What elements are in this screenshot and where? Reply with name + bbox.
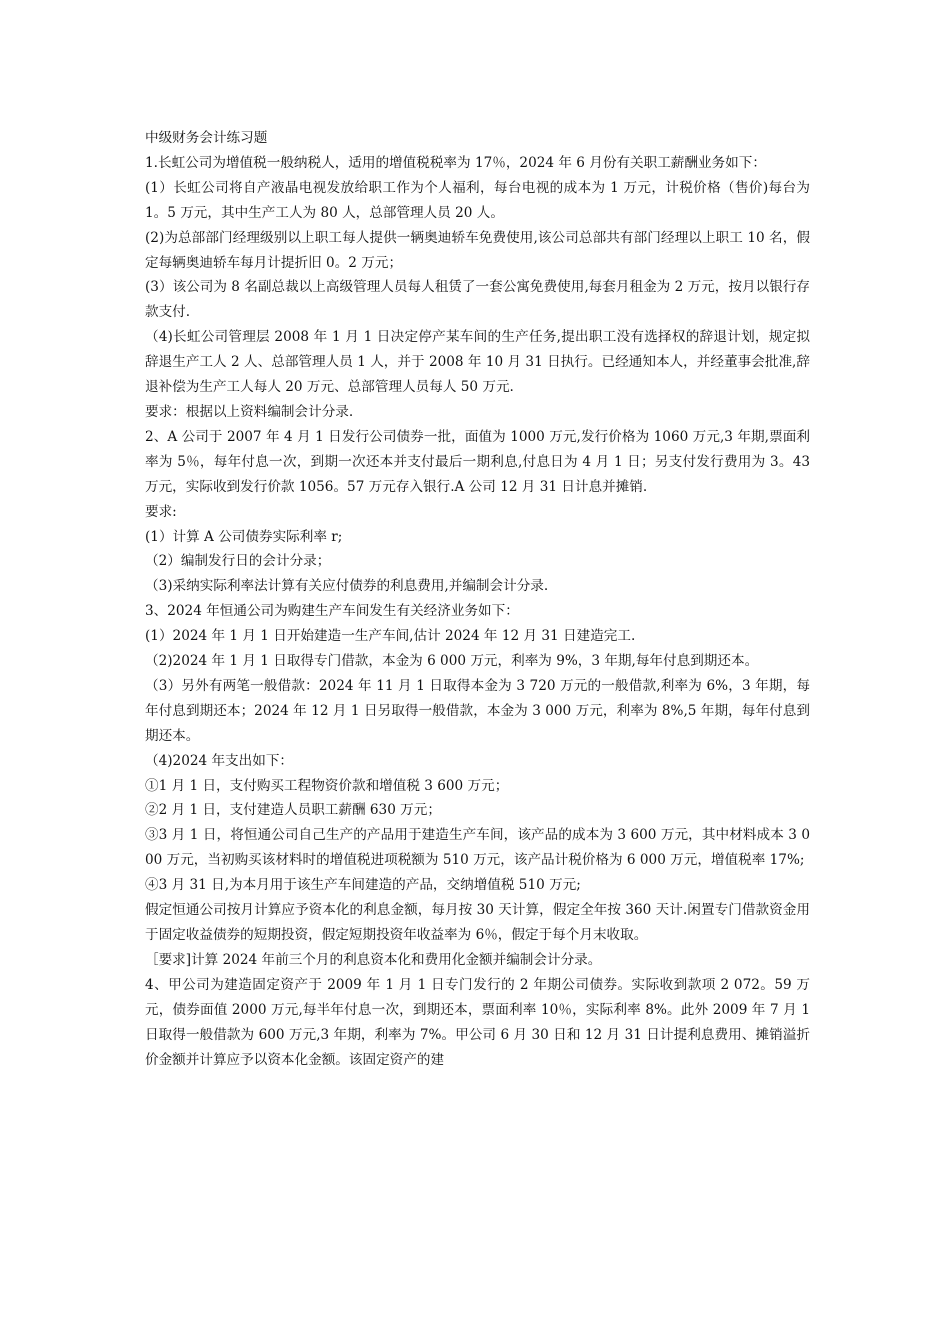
paragraph: （4)长虹公司管理层 2008 年 1 月 1 日决定停产某车间的生产任务,提出职工没有选择权的辞退计划，规定拟辞退生产工人 2 人、总部管理人员 1 人，并于 2008 年 10 月 31 日执行。已经通知本人，并经董事会批准,辞退补偿为生产工人每人 20 万元、总部管理人员每人 50 万元.: [145, 329, 810, 396]
document-page: [145, 126, 810, 1072]
paragraph: 假定恒通公司按月计算应予资本化的利息金额，每月按 30 天计算，假定全年按 360 天计.闲置专门借款资金用于固定收益债券的短期投资，假定短期投资年收益率为 6％，假定于每个月末收取。: [145, 902, 810, 943]
paragraph: 3、2024 年恒通公司为购建生产车间发生有关经济业务如下：: [145, 603, 519, 620]
paragraph: 要求：根据以上资料编制会计分录.: [145, 403, 354, 420]
paragraph: ②2 月 1 日，支付建造人员职工薪酬 630 万元；: [145, 802, 441, 819]
paragraph: 4、甲公司为建造固定资产于 2009 年 1 月 1 日专门发行的 2 年期公司债券。实际收到款项 2 072。59 万元，债券面值 2000 万元,每半年付息一次，到期还本，票面利率 10％，实际利率 8%。此外 2009 年 7 月 1 日取得一般借款为 600 万元,3 年期，利率为 7%。甲公司 6 月 30 日和 12 月 31 日计提利息费用、摊销溢折价金额并计算应予以资本化金额。该固定资产的建: [145, 976, 810, 1068]
paragraph: (1）长虹公司将自产液晶电视发放给职工作为个人福利，每台电视的成本为 1 万元，计税价格（售价)每台为 1。5 万元，其中生产工人为 80 人，总部管理人员 20 人。: [145, 179, 810, 221]
paragraph: (2)为总部部门经理级别以上职工每人提供一辆奥迪轿车免费使用,该公司总部共有部门经理以上职工 10 名，假定每辆奥迪轿车每月计提折旧 0。2 万元；: [145, 229, 810, 271]
document-title: 中级财务会计练习题: [145, 130, 268, 146]
paragraph: （2）编制发行日的会计分录；: [145, 553, 331, 570]
paragraph: （4)2024 年支出如下：: [145, 752, 294, 769]
paragraph: ④3 月 31 日,为本月用于该生产车间建造的产品，交纳增值税 510 万元;: [145, 877, 581, 894]
paragraph: ［要求]计算 2024 年前三个月的利息资本化和费用化金额并编制会计分录。: [145, 951, 602, 968]
paragraph: ③3 月 1 日，将恒通公司自己生产的产品用于建造生产车间，该产品的成本为 3 600 万元，其中材料成本 3 000 万元，当初购买该材料时的增值税进项税额为 510 万元，该产品计税价格为 6 000 万元，增值税率 17%;: [145, 827, 810, 869]
paragraph: (1）2024 年 1 月 1 日开始建造一生产车间,估计 2024 年 12 月 31 日建造完工.: [145, 628, 636, 645]
paragraph: 2、A 公司于 2007 年 4 月 1 日发行公司债券一批，面值为 1000 万元,发行价格为 1060 万元,3 年期,票面利率为 5％，每年付息一次，到期一次还本并支付最后一期利息,付息日为 4 月 1 日；另支付发行费用为 3。43 万元，实际收到发行价款 1056。57 万元存入银行.A 公司 12 月 31 日计息并摊销.: [145, 428, 810, 495]
paragraph: （2)2024 年 1 月 1 日取得专门借款，本金为 6 000 万元，利率为 9%，3 年期,每年付息到期还本。: [145, 653, 759, 670]
paragraph: 要求:: [145, 503, 177, 520]
paragraph: 1.长虹公司为增值税一般纳税人，适用的增值税税率为 17％，2024 年 6 月份有关职工薪酬业务如下：: [145, 154, 766, 171]
paragraph: (1）计算 A 公司债券实际利率 r;: [145, 528, 343, 545]
paragraph: ①1 月 1 日，支付购买工程物资价款和增值税 3 600 万元；: [145, 777, 509, 794]
paragraph: （3）另外有两笔一般借款：2024 年 11 月 1 日取得本金为 3 720 万元的一般借款,利率为 6%，3 年期，每年付息到期还本；2024 年 12 月 1 日另取得一般借款，本金为 3 000 万元，利率为 8%,5 年期，每年付息到期还本。: [145, 677, 810, 744]
paragraph: （3)采纳实际利率法计算有关应付债券的利息费用,并编制会计分录.: [145, 578, 549, 595]
paragraph: (3）该公司为 8 名副总裁以上高级管理人员每人租赁了一套公寓免费使用,每套月租金为 2 万元，按月以银行存款支付.: [145, 279, 810, 321]
